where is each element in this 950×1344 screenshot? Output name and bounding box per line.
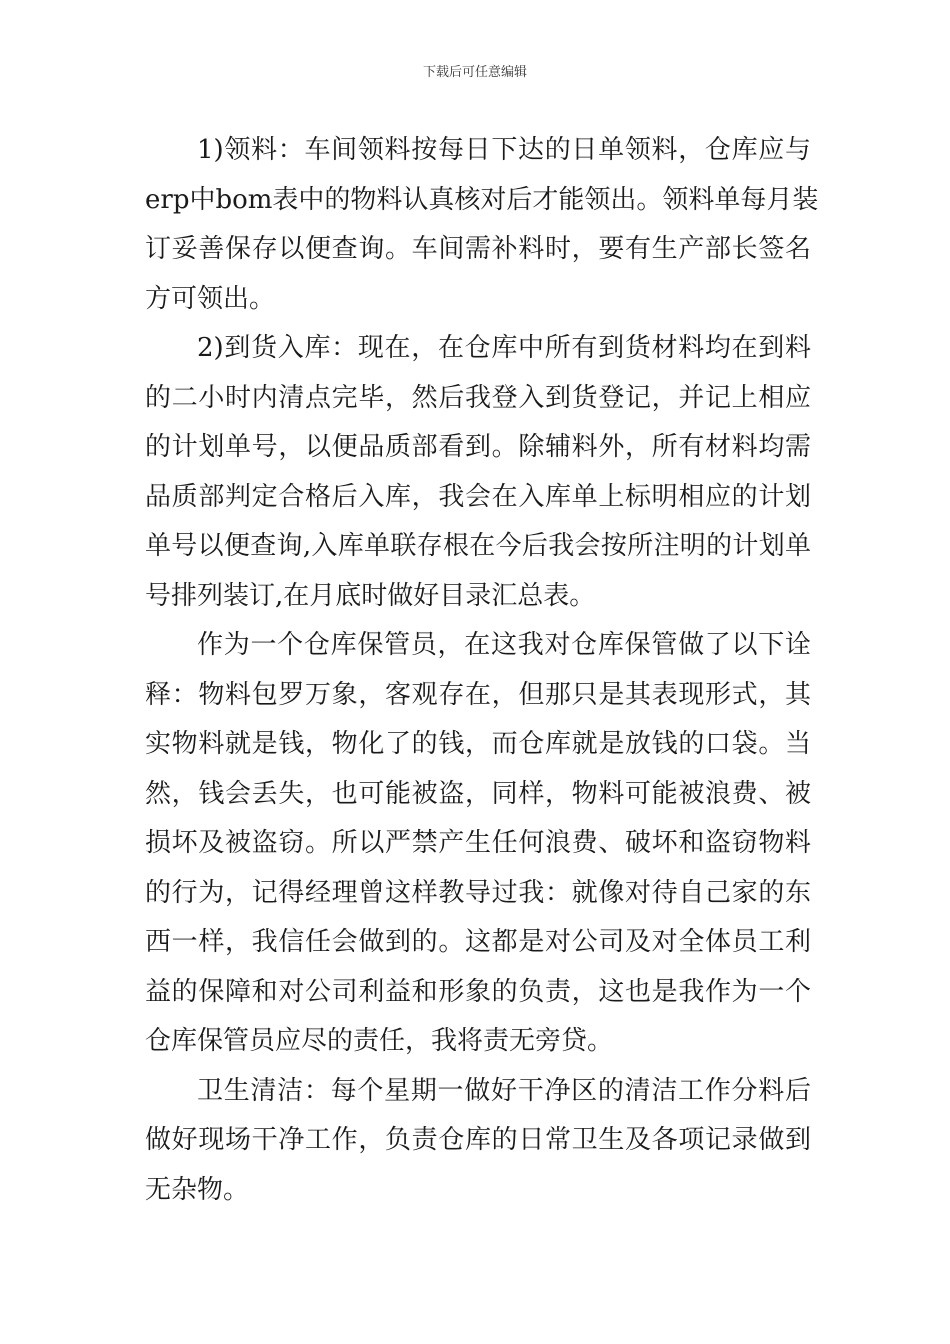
text-line: 仓库保管员应尽的责任，我将责无旁贷。	[145, 1026, 614, 1056]
text-line: 1)领料：车间领料按每日下达的日单领料，仓库应与	[197, 135, 811, 165]
paragraph-goods-receipt	[145, 324, 811, 621]
text-line: 号排列装订,在月底时做好目录汇总表。	[145, 580, 596, 611]
document-body	[145, 126, 819, 1215]
paragraph-sanitation	[145, 1067, 811, 1216]
text-line: 损坏及被盗窃。所以严禁产生任何浪费、破坏和盗窃物料	[145, 828, 811, 858]
text-line: 方可领出。	[145, 283, 276, 314]
text-line: 作为一个仓库保管员，在这我对仓库保管做了以下诠	[197, 630, 811, 660]
text-line: 的二小时内清点完毕，然后我登入到货登记，并记上相应	[145, 382, 811, 413]
paragraph-material-requisition	[145, 126, 819, 324]
text-line: erp中bom表中的物料认真核对后才能领出。领料单每月装	[145, 184, 819, 215]
text-line: 卫生清洁：每个星期一做好干净区的清洁工作分料后	[197, 1075, 811, 1106]
text-line: 2)到货入库：现在，在仓库中所有到货材料均在到料	[197, 333, 811, 363]
text-line: 然，钱会丢失，也可能被盗，同样，物料可能被浪费、被	[145, 778, 811, 809]
paragraph-warehouse-keeper	[145, 621, 811, 1067]
text-line: 的行为，记得经理曾这样教导过我：就像对待自己家的东	[145, 877, 811, 908]
text-line: 的计划单号，以便品质部看到。除辅料外，所有材料均需	[145, 432, 811, 462]
text-line: 品质部判定合格后入库，我会在入库单上标明相应的计划	[145, 481, 811, 512]
text-line: 释：物料包罗万象，客观存在，但那只是其表现形式，其	[145, 679, 811, 710]
text-line: 订妥善保存以便查询。车间需补料时，要有生产部长签名	[145, 234, 811, 264]
text-line: 实物料就是钱，物化了的钱，而仓库就是放钱的口袋。当	[145, 729, 811, 759]
text-line: 做好现场干净工作，负责仓库的日常卫生及各项记录做到	[145, 1125, 811, 1155]
text-line: 无杂物。	[145, 1174, 250, 1205]
text-line: 益的保障和对公司利益和形象的负责，这也是我作为一个	[145, 976, 811, 1007]
text-line: 单号以便查询,入库单联存根在今后我会按所注明的计划单	[145, 531, 811, 561]
page-header-note: 下载后可任意编辑	[422, 65, 527, 80]
text-line: 西一样，我信任会做到的。这都是对公司及对全体员工利	[145, 927, 811, 957]
